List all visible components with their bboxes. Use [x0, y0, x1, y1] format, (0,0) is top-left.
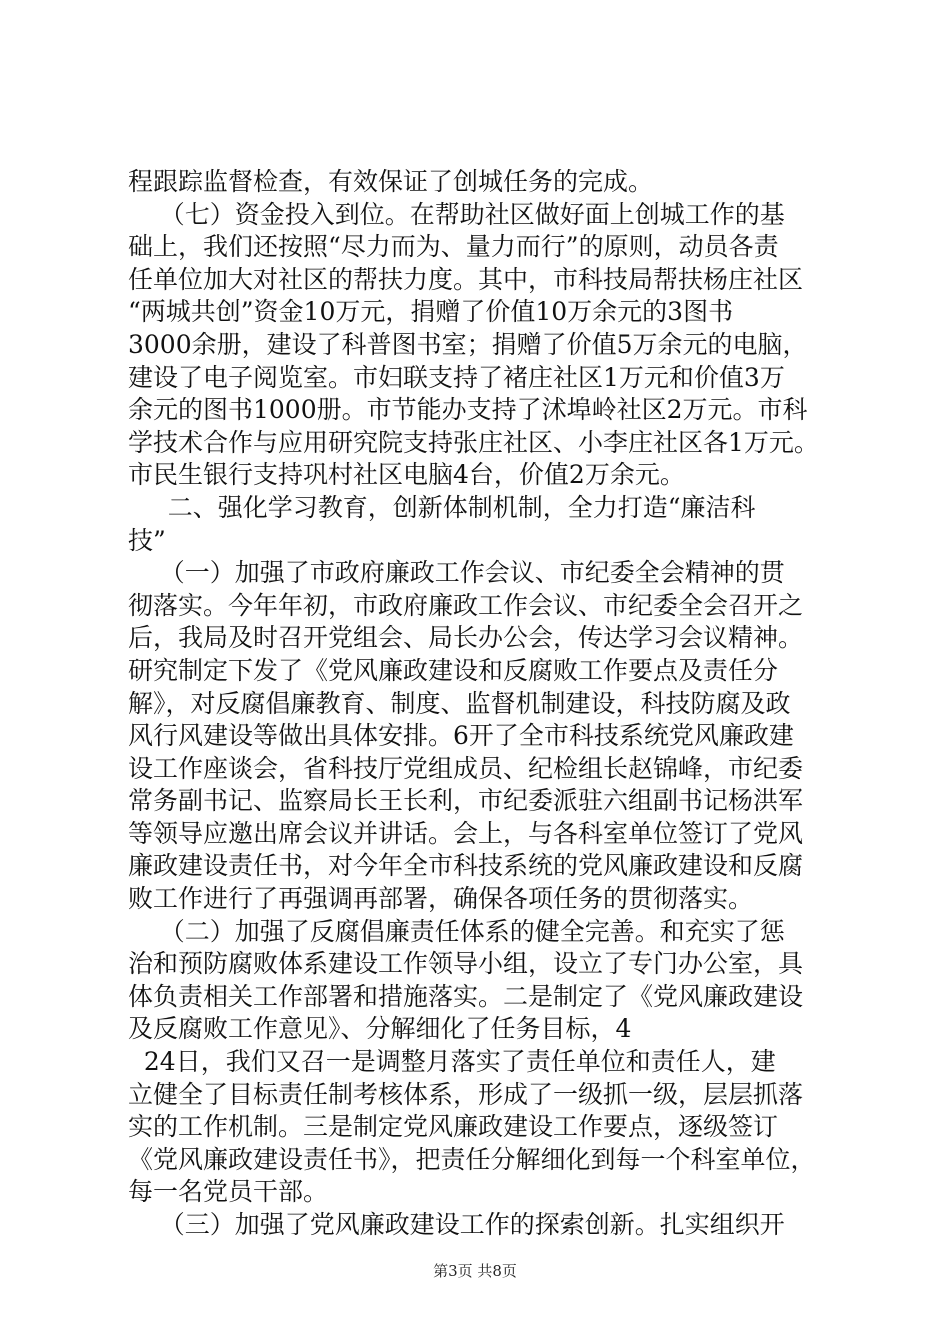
text-line: 任单位加大对社区的帮扶力度。其中，市科技局帮扶杨庄社区	[128, 264, 804, 294]
text-line: 等领导应邀出席会议并讲话。会上，与各科室单位签订了党风	[128, 818, 804, 848]
text-line: 及反腐败工作意见》、分解细化了任务目标，4	[128, 1014, 632, 1044]
text-line: “两城共创”资金10万元，捐赠了价值10万余元的3图书	[128, 297, 734, 327]
text-line: 础上，我们还按照“尽力而为、量力而行”的原则，动员各责	[128, 232, 779, 262]
text-line: 败工作进行了再强调再部署，确保各项任务的贯彻落实。	[128, 884, 754, 914]
text-line: （三）加强了党风廉政建设工作的探索创新。扎实组织开	[128, 1210, 785, 1239]
text-line: （一）加强了市政府廉政工作会议、市纪委全会精神的贯	[128, 558, 785, 588]
text-line: 余元的图书1000册。市节能办支持了沭埠岭社区2万元。市科	[128, 395, 808, 425]
text-line: 程跟踪监督检查，有效保证了创城任务的完成。	[128, 167, 654, 196]
text-line: 常务副书记、监察局长王长利，市纪委派驻六组副书记杨洪军	[128, 786, 804, 816]
text-line: 风行风建设等做出具体安排。6开了全市科技系统党风廉政建	[128, 721, 794, 751]
text-line: 3000余册，建设了科普图书室；捐赠了价值5万余元的电脑，	[128, 329, 808, 359]
text-line: 建设了电子阅览室。市妇联支持了褚庄社区1万元和价值3万	[128, 362, 785, 392]
text-line: 24日，我们又召一是调整月落实了责任单位和责任人，建	[128, 1047, 776, 1077]
text-line: 彻落实。今年年初，市政府廉政工作会议、市纪委全会召开之	[128, 590, 804, 620]
text-line: 设工作座谈会，省科技厅党组成员、纪检组长赵锦峰，市纪委	[128, 753, 804, 783]
text-line: 解》，对反腐倡廉教育、制度、监督机制建设，科技防腐及政	[128, 688, 791, 718]
text-line: 体负责相关工作部署和措施落实。二是制定了《党风廉政建设	[128, 981, 804, 1011]
text-line: 技”	[128, 525, 166, 555]
text-line: 每一名党员干部。	[128, 1177, 329, 1207]
text-line: （二）加强了反腐倡廉责任体系的健全完善。和充实了惩	[128, 916, 785, 946]
text-line: 实的工作机制。三是制定党风廉政建设工作要点，逐级签订	[128, 1112, 779, 1142]
text-line: 学技术合作与应用研究院支持张庄社区、小李庄社区各1万元。	[128, 427, 819, 457]
text-line: 立健全了目标责任制考核体系，形成了一级抓一级，层层抓落	[128, 1079, 804, 1109]
text-line: 《党风廉政建设责任书》，把责任分解细化到每一个科室单位，	[128, 1144, 816, 1174]
text-line: 后，我局及时召开党组会、局长办公会，传达学习会议精神。	[128, 623, 804, 653]
text-line: 研究制定下发了《党风廉政建设和反腐败工作要点及责任分	[128, 655, 779, 685]
text-line: 二、强化学习教育，创新体制机制，全力打造“廉洁科	[128, 492, 756, 522]
text-line: 廉政建设责任书，对今年全市科技系统的党风廉政建设和反腐	[128, 851, 804, 881]
page-footer: 第3页 共8页	[433, 1262, 517, 1280]
text-line: 市民生银行支持巩村社区电脑4台，价值2万余元。	[128, 460, 685, 490]
text-line: （七）资金投入到位。在帮助社区做好面上创城工作的基	[128, 199, 785, 229]
text-line: 治和预防腐败体系建设工作领导小组，设立了专门办公室，具	[128, 949, 804, 979]
document-body	[128, 166, 828, 1242]
